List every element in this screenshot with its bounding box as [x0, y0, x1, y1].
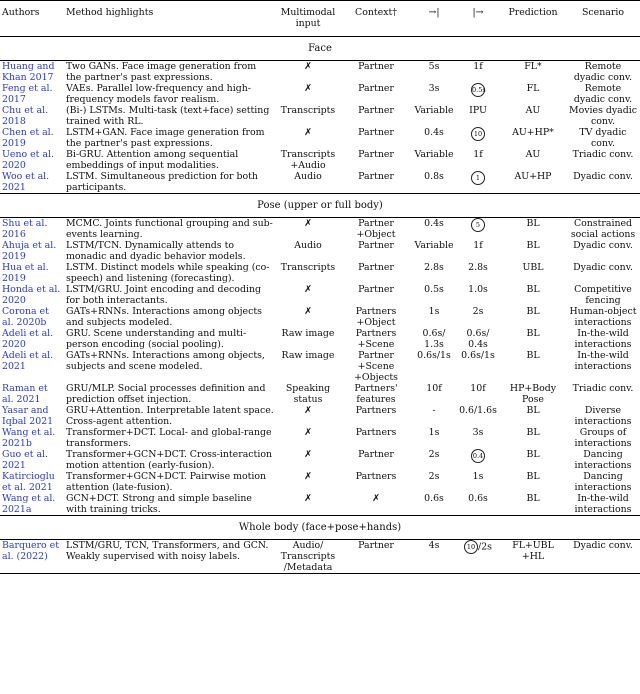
author-link[interactable]: Guo et al. 2021	[2, 449, 49, 471]
prediction-window-text: 1.0s	[468, 284, 488, 295]
multimodal-input: ✗	[304, 427, 312, 438]
author-link[interactable]: Shu et al. 2016	[2, 218, 48, 240]
table-row	[0, 171, 640, 194]
observation-window: 2s	[428, 471, 440, 482]
scenario: Remote dyadic conv.	[573, 61, 633, 83]
prediction-window-text: IPU	[469, 105, 487, 116]
scenario: Constrained social actions	[570, 218, 636, 240]
prediction-target: BL	[526, 328, 540, 339]
table-row	[0, 383, 640, 405]
section-header-pose	[0, 194, 640, 218]
scenario: TV dyadic conv.	[579, 127, 627, 149]
method-highlights: Two GANs. Face image generation from the partner's past expressions.	[66, 61, 257, 83]
prediction-window	[456, 328, 500, 350]
header-scenario: Scenario	[582, 7, 624, 18]
method-highlights: Transformer+GCN+DCT. Pairwise motion attention (late-fusion).	[66, 471, 267, 493]
prediction-window-text: /2s	[478, 541, 492, 553]
method-highlights: GATs+RNNs. Interactions among objects and subjects modeled.	[66, 306, 262, 328]
prediction-window-text: 1s	[472, 471, 484, 482]
context: Partner	[358, 61, 394, 72]
observation-window: 0.5s	[424, 284, 444, 295]
prediction-window-text: 3s	[472, 427, 484, 438]
multimodal-input: ✗	[304, 471, 312, 482]
context: Partners	[355, 427, 397, 438]
context: Partner	[358, 449, 394, 460]
context: Partner	[340, 540, 412, 574]
observation-window: 1s	[428, 427, 440, 438]
scenario: Triadic conv.	[572, 383, 634, 394]
header-method: Method highlights	[66, 7, 154, 18]
multimodal-input: Speaking status	[285, 383, 331, 405]
whole-body-section-body	[0, 516, 640, 574]
context: Partner	[358, 284, 394, 295]
author-link[interactable]: Honda et al. 2020	[2, 284, 61, 306]
author-link[interactable]: Wang et al. 2021b	[2, 427, 56, 449]
prediction-window-text: 1f	[473, 149, 483, 160]
circled-window-icon: 5	[471, 218, 485, 232]
context: Partners +Object	[355, 306, 397, 328]
table-row	[0, 306, 640, 328]
method-highlights: LSTM/GRU. Joint encoding and decoding for both interactants.	[66, 284, 261, 306]
prediction-target: BL	[526, 306, 540, 317]
prediction-window	[456, 218, 500, 241]
observation-window: Variable	[414, 105, 454, 116]
context: Partner +Scene +Objects	[354, 350, 398, 383]
prediction-window	[456, 262, 500, 284]
prediction-target: BL	[526, 449, 540, 460]
observation-window: 10f	[426, 383, 442, 394]
prediction-window	[456, 127, 500, 149]
scenario: Human-object interactions	[569, 306, 637, 328]
context: Partner	[358, 171, 394, 182]
method-highlights: VAEs. Parallel low-frequency and high-frequency models favor realism.	[66, 83, 251, 105]
author-link[interactable]: Feng et al. 2017	[2, 83, 53, 105]
multimodal-input: Raw image	[281, 350, 335, 361]
multimodal-input: Audio/ Transcripts /Metadata	[276, 540, 340, 574]
table-row	[0, 262, 640, 284]
prediction-window	[456, 61, 500, 84]
prediction-target: AU+HP	[514, 171, 552, 182]
prediction-window	[456, 493, 500, 516]
scenario: In-the-wild interactions	[574, 493, 632, 515]
scenario: Dyadic conv.	[573, 240, 633, 251]
observation-window: 2.8s	[424, 262, 444, 273]
table-row	[0, 328, 640, 350]
section-title-pose: Pose (upper or full body)	[0, 194, 640, 218]
context: Partner +Object	[356, 218, 396, 240]
header-row	[0, 1, 640, 37]
observation-window: 5s	[428, 61, 440, 72]
circled-window-icon: 1	[471, 171, 485, 185]
prediction-target: BL	[526, 405, 540, 416]
prediction-window-text: 10f	[470, 383, 486, 394]
scenario: Diverse interactions	[574, 405, 632, 427]
author-link[interactable]: Yasar and Iqbal 2021	[2, 405, 54, 427]
context: Partners	[355, 405, 397, 416]
author-link[interactable]: Wang et al. 2021a	[2, 493, 56, 515]
table-row	[0, 471, 640, 493]
method-highlights: GRU/MLP. Social processes definition and prediction offset injection.	[66, 383, 266, 405]
observation-window: -	[432, 405, 436, 416]
author-link[interactable]: Barquero et al. (2022)	[0, 540, 64, 574]
method-highlights: LSTM. Distinct models while speaking (co-speech) and listening (forecasting).	[66, 262, 270, 284]
observation-window: 1s	[428, 306, 440, 317]
method-highlights: GATs+RNNs. Interactions among objects, subjects and scene modeled.	[66, 350, 265, 372]
observation-window: 2s	[428, 449, 440, 460]
scenario: Competitive fencing	[574, 284, 632, 306]
context: Partner	[358, 83, 394, 94]
table-row	[0, 149, 640, 171]
scenario: Movies dyadic conv.	[568, 105, 637, 127]
author-link[interactable]: Chen et al. 2019	[2, 127, 54, 149]
prediction-target: BL	[526, 218, 540, 229]
prediction-window	[456, 171, 500, 194]
prediction-target: FL+UBL +HL	[500, 540, 566, 574]
table-row	[0, 350, 640, 383]
prediction-window	[456, 284, 500, 306]
observation-window: 0.4s	[424, 127, 444, 138]
prediction-window	[456, 149, 500, 171]
scenario: Dyadic conv.	[573, 171, 633, 182]
multimodal-input: ✗	[304, 306, 312, 317]
scenario: Groups of interactions	[574, 427, 632, 449]
context: ✗	[372, 493, 380, 504]
author-link[interactable]: Hua et al. 2019	[2, 262, 49, 284]
prediction-target: UBL	[522, 262, 544, 273]
header-prediction: Prediction	[508, 7, 558, 18]
table-row	[0, 218, 640, 241]
author-link[interactable]: Ueno et al. 2020	[2, 149, 54, 171]
method-highlights: GCN+DCT. Strong and simple baseline with training tricks.	[66, 493, 252, 515]
multimodal-input: ✗	[304, 284, 312, 295]
prediction-target: BL	[526, 284, 540, 295]
prediction-window-text: 0.6s	[468, 493, 488, 504]
author-link[interactable]: Corona et al. 2020b	[2, 306, 49, 328]
method-highlights: GRU+Attention. Interpretable latent space. Cross-agent attention.	[66, 405, 274, 427]
prediction-window-text: 0.6s/1s	[461, 350, 495, 361]
prediction-window	[456, 540, 500, 574]
prediction-target: BL	[526, 427, 540, 438]
multimodal-input: ✗	[304, 61, 312, 72]
prediction-window	[456, 240, 500, 262]
pose-section-body	[0, 194, 640, 516]
multimodal-input: Transcripts	[280, 262, 336, 273]
prediction-window	[456, 471, 500, 493]
author-link[interactable]: Adeli et al. 2020	[2, 328, 54, 350]
context: Partner	[358, 105, 394, 116]
observation-window: 4s	[412, 540, 456, 574]
prediction-window-text: 0.6/1.6s	[459, 405, 497, 416]
multimodal-input: Transcripts +Audio	[280, 149, 336, 171]
section-title-face: Face	[0, 37, 640, 61]
context: Partners +Scene	[355, 328, 397, 350]
header-observation-window: →|	[428, 7, 440, 18]
multimodal-input: Audio	[294, 240, 322, 251]
prediction-window-text: 2s	[472, 306, 484, 317]
method-highlights: LSTM+GAN. Face image generation from the partner's past expressions.	[66, 127, 265, 149]
observation-window: 0.4s	[424, 218, 444, 229]
multimodal-input: Transcripts	[280, 105, 336, 116]
scenario: In-the-wild interactions	[574, 328, 632, 350]
prediction-target: BL	[526, 240, 540, 251]
table-row	[0, 540, 640, 574]
multimodal-input: ✗	[304, 218, 312, 229]
method-highlights: GRU. Scene understanding and multi-person encoding (social pooling).	[66, 328, 247, 350]
multimodal-input: ✗	[304, 449, 312, 460]
observation-window: 0.6s/ 1.3s	[422, 328, 446, 350]
prediction-target: AU	[525, 105, 541, 116]
scenario: Triadic conv.	[572, 149, 634, 160]
table-row	[0, 105, 640, 127]
prediction-window	[456, 306, 500, 328]
prediction-target: BL	[526, 350, 540, 361]
method-highlights: LSTM/GRU, TCN, Transformers, and GCN. Weakly supervised with noisy labels.	[64, 540, 276, 574]
multimodal-input: ✗	[304, 493, 312, 504]
prediction-target: HP+Body Pose	[509, 383, 557, 405]
observation-window: 3s	[428, 83, 440, 94]
section-title-whole-body: Whole body (face+pose+hands)	[0, 516, 640, 540]
scenario: In-the-wild interactions	[574, 350, 632, 372]
prediction-target: BL	[526, 493, 540, 504]
observation-window: 0.8s	[424, 171, 444, 182]
context: Partners	[355, 471, 397, 482]
prediction-target: BL	[526, 471, 540, 482]
scenario: Dancing interactions	[574, 471, 632, 493]
context: Partner	[358, 127, 394, 138]
author-link[interactable]: Huang and Khan 2017	[2, 61, 55, 83]
table-row	[0, 127, 640, 149]
header-context: Context†	[355, 7, 397, 18]
scenario: Dyadic conv.	[573, 262, 633, 273]
prediction-window-text: 1f	[473, 240, 483, 251]
section-header-face	[0, 37, 640, 61]
prediction-window	[456, 105, 500, 127]
circled-window-icon: 0.4	[471, 449, 485, 463]
method-highlights: LSTM/TCN. Dynamically attends to monadic and dyadic behavior models.	[66, 240, 246, 262]
prediction-window	[456, 427, 500, 449]
context: Partner	[358, 240, 394, 251]
context: Partner	[358, 262, 394, 273]
multimodal-input: Raw image	[281, 328, 335, 339]
multimodal-input: ✗	[304, 83, 312, 94]
table-row	[0, 405, 640, 427]
prediction-target: FL*	[524, 61, 542, 72]
table-row	[0, 493, 640, 516]
prediction-target: AU	[525, 149, 541, 160]
prediction-target: FL	[526, 83, 540, 94]
header-multimodal: Multimodal input	[280, 7, 336, 29]
prediction-window	[456, 449, 500, 471]
method-highlights: LSTM. Simultaneous prediction for both participants.	[66, 171, 258, 193]
author-link[interactable]: Woo et al. 2021	[2, 171, 50, 193]
circled-window-icon: 10	[471, 127, 485, 141]
scenario: Dancing interactions	[574, 449, 632, 471]
observation-window: 0.6s	[424, 493, 444, 504]
context: Partners' features	[354, 383, 398, 405]
prediction-window-text: 1f	[473, 61, 483, 72]
section-header-whole-body	[0, 516, 640, 540]
circled-window-icon: 0.5s	[471, 83, 485, 97]
observation-window: 0.6s/1s	[417, 350, 451, 361]
prediction-window-text: 2.8s	[468, 262, 488, 273]
method-highlights: Transformer+DCT. Local- and global-range transformers.	[66, 427, 272, 449]
prediction-target: AU+HP*	[512, 127, 554, 138]
observation-window: Variable	[414, 149, 454, 160]
table-row	[0, 61, 640, 84]
multimodal-input: Audio	[294, 171, 322, 182]
header-prediction-window: |→	[472, 7, 484, 18]
observation-window: Variable	[414, 240, 454, 251]
multimodal-input: ✗	[304, 405, 312, 416]
context: Partner	[358, 149, 394, 160]
table-row	[0, 427, 640, 449]
table-row	[0, 83, 640, 105]
author-link[interactable]: Ahuja et al. 2019	[2, 240, 57, 262]
author-link[interactable]: Adeli et al. 2021	[2, 350, 54, 372]
scenario: Dyadic conv.	[566, 540, 640, 574]
multimodal-input: ✗	[304, 127, 312, 138]
method-highlights: Bi-GRU. Attention among sequential embeddings of input modalities.	[66, 149, 239, 171]
scenario: Remote dyadic conv.	[573, 83, 633, 105]
prediction-window	[456, 405, 500, 427]
author-link[interactable]: Raman et al. 2021	[2, 383, 48, 405]
prediction-window	[456, 383, 500, 405]
method-highlights: (Bi-) LSTMs. Multi-task (text+face) setting trained with RL.	[66, 105, 270, 127]
author-link[interactable]: Katircioglu et al. 2021	[2, 471, 55, 493]
method-highlights: Transformer+GCN+DCT. Cross-interaction motion attention (early-fusion).	[66, 449, 272, 471]
circled-window-icon: 10	[464, 540, 478, 554]
header-authors: Authors	[2, 7, 40, 18]
prediction-window	[456, 350, 500, 383]
face-section-body	[0, 37, 640, 194]
table-row	[0, 284, 640, 306]
prediction-window-text: 0.6s/ 0.4s	[466, 328, 490, 350]
prediction-window	[456, 83, 500, 105]
method-highlights: MCMC. Joints functional grouping and sub-events learning.	[66, 218, 273, 240]
table-row	[0, 449, 640, 471]
author-link[interactable]: Chu et al. 2018	[2, 105, 49, 127]
table-row	[0, 240, 640, 262]
